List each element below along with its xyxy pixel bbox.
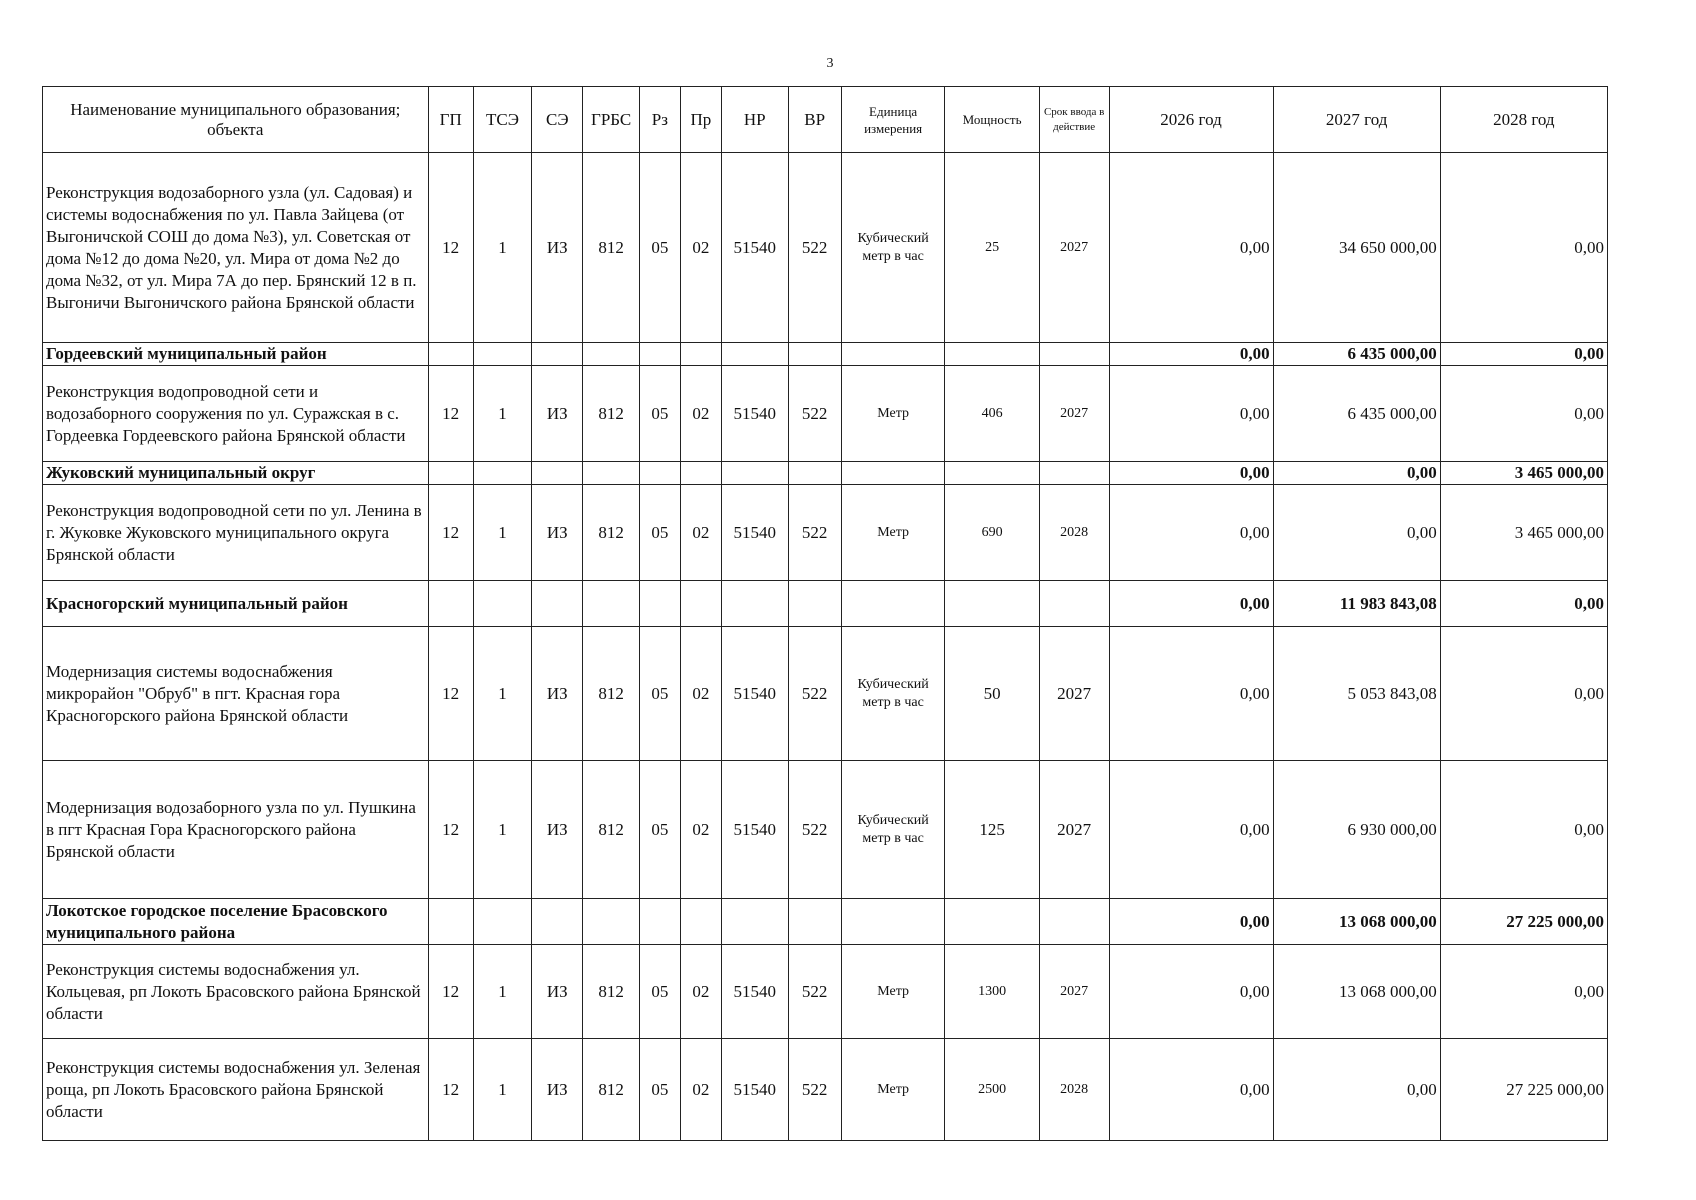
- rz-cell: 05: [639, 153, 680, 343]
- power-cell: 2500: [945, 1039, 1039, 1141]
- group-name: Жуковский муниципальный округ: [43, 462, 429, 485]
- term-cell: 2027: [1039, 153, 1109, 343]
- se-cell: ИЗ: [532, 761, 583, 899]
- vr-cell: 522: [788, 485, 841, 581]
- term-cell: 2028: [1039, 485, 1109, 581]
- amount-2026: 0,00: [1109, 153, 1273, 343]
- group-row: [43, 899, 1608, 945]
- gp-cell: 12: [428, 153, 473, 343]
- pr-cell: 02: [680, 761, 721, 899]
- unit-cell: Метр: [841, 485, 945, 581]
- group-name: Красногорский муниципальный район: [43, 581, 429, 627]
- header-2026: 2026 год: [1109, 87, 1273, 153]
- se-cell: ИЗ: [532, 627, 583, 761]
- gp-cell: 12: [428, 366, 473, 462]
- amount-2026: 0,00: [1109, 1039, 1273, 1141]
- header-2028: 2028 год: [1440, 87, 1607, 153]
- tse-cell: 1: [473, 627, 531, 761]
- table-row: [43, 1039, 1608, 1141]
- unit-cell: Кубический метр в час: [841, 153, 945, 343]
- amount-2027: 0,00: [1273, 485, 1440, 581]
- header-vr: ВР: [788, 87, 841, 153]
- pr-cell: 02: [680, 366, 721, 462]
- object-name: Реконструкция системы водоснабжения ул. Кольцевая, рп Локоть Брасовского района Брянской области: [43, 945, 429, 1039]
- header-name: Наименование муниципального образования; объекта: [43, 87, 429, 153]
- header-nr: НР: [721, 87, 788, 153]
- nr-cell: 51540: [721, 761, 788, 899]
- object-name: Модернизация системы водоснабжения микрорайон "Обруб" в пгт. Красная гора Красногорского района Брянской области: [43, 627, 429, 761]
- amount-2027: 6 930 000,00: [1273, 761, 1440, 899]
- header-power: Мощность: [945, 87, 1039, 153]
- pr-cell: 02: [680, 1039, 721, 1141]
- power-cell: 1300: [945, 945, 1039, 1039]
- term-cell: 2027: [1039, 366, 1109, 462]
- se-cell: ИЗ: [532, 1039, 583, 1141]
- unit-cell: Кубический метр в час: [841, 627, 945, 761]
- grbs-cell: 812: [583, 1039, 639, 1141]
- header-term: Срок ввода в действие: [1039, 87, 1109, 153]
- group-amount-2028: 3 465 000,00: [1440, 462, 1607, 485]
- rz-cell: 05: [639, 627, 680, 761]
- object-name: Реконструкция водопроводной сети по ул. Ленина в г. Жуковке Жуковского муниципального округа Брянской области: [43, 485, 429, 581]
- header-tse: ТСЭ: [473, 87, 531, 153]
- tse-cell: 1: [473, 945, 531, 1039]
- grbs-cell: 812: [583, 627, 639, 761]
- table-row: [43, 153, 1608, 343]
- group-row: [43, 343, 1608, 366]
- object-name: Реконструкция водопроводной сети и водозаборного сооружения по ул. Суражская в с. Гордеевка Гордеевского района Брянской области: [43, 366, 429, 462]
- unit-cell: Кубический метр в час: [841, 761, 945, 899]
- amount-2026: 0,00: [1109, 627, 1273, 761]
- group-row: [43, 581, 1608, 627]
- pr-cell: 02: [680, 945, 721, 1039]
- investment-table: [42, 86, 1608, 1141]
- amount-2028: 27 225 000,00: [1440, 1039, 1607, 1141]
- header-unit: Единица измерения: [841, 87, 945, 153]
- term-cell: 2027: [1039, 627, 1109, 761]
- gp-cell: 12: [428, 945, 473, 1039]
- vr-cell: 522: [788, 1039, 841, 1141]
- nr-cell: 51540: [721, 627, 788, 761]
- nr-cell: 51540: [721, 153, 788, 343]
- pr-cell: 02: [680, 485, 721, 581]
- rz-cell: 05: [639, 366, 680, 462]
- header-rz: Рз: [639, 87, 680, 153]
- pr-cell: 02: [680, 153, 721, 343]
- object-name: Модернизация водозаборного узла по ул. Пушкина в пгт Красная Гора Красногорского района Брянской области: [43, 761, 429, 899]
- se-cell: ИЗ: [532, 366, 583, 462]
- header-row: [43, 87, 1608, 153]
- power-cell: 25: [945, 153, 1039, 343]
- group-amount-2027: 13 068 000,00: [1273, 899, 1440, 945]
- vr-cell: 522: [788, 945, 841, 1039]
- header-gp: ГП: [428, 87, 473, 153]
- power-cell: 50: [945, 627, 1039, 761]
- header-2027: 2027 год: [1273, 87, 1440, 153]
- group-amount-2027: 11 983 843,08: [1273, 581, 1440, 627]
- vr-cell: 522: [788, 153, 841, 343]
- tse-cell: 1: [473, 485, 531, 581]
- object-name: Реконструкция водозаборного узла (ул. Садовая) и системы водоснабжения по ул. Павла Зайцева (от Выгоничской СОШ до дома №3), ул. Советская от дома №12 до дома №20, ул. Мира от дома №2 до дома №32, от ул. Мира 7А до пер. Брянский 12 в п. Выгоничи Выгоничского района Брянской области: [43, 153, 429, 343]
- table-row: [43, 945, 1608, 1039]
- amount-2028: 0,00: [1440, 627, 1607, 761]
- tse-cell: 1: [473, 1039, 531, 1141]
- vr-cell: 522: [788, 761, 841, 899]
- rz-cell: 05: [639, 945, 680, 1039]
- group-amount-2028: 0,00: [1440, 343, 1607, 366]
- grbs-cell: 812: [583, 153, 639, 343]
- gp-cell: 12: [428, 1039, 473, 1141]
- unit-cell: Метр: [841, 945, 945, 1039]
- tse-cell: 1: [473, 153, 531, 343]
- se-cell: ИЗ: [532, 945, 583, 1039]
- gp-cell: 12: [428, 627, 473, 761]
- group-name: Гордеевский муниципальный район: [43, 343, 429, 366]
- group-amount-2026: 0,00: [1109, 343, 1273, 366]
- term-cell: 2027: [1039, 761, 1109, 899]
- unit-cell: Метр: [841, 366, 945, 462]
- vr-cell: 522: [788, 627, 841, 761]
- vr-cell: 522: [788, 366, 841, 462]
- table-row: [43, 485, 1608, 581]
- gp-cell: 12: [428, 761, 473, 899]
- power-cell: 125: [945, 761, 1039, 899]
- group-amount-2026: 0,00: [1109, 581, 1273, 627]
- rz-cell: 05: [639, 485, 680, 581]
- group-amount-2026: 0,00: [1109, 899, 1273, 945]
- grbs-cell: 812: [583, 485, 639, 581]
- grbs-cell: 812: [583, 945, 639, 1039]
- group-amount-2028: 0,00: [1440, 581, 1607, 627]
- power-cell: 690: [945, 485, 1039, 581]
- header-grbs: ГРБС: [583, 87, 639, 153]
- amount-2028: 3 465 000,00: [1440, 485, 1607, 581]
- amount-2027: 34 650 000,00: [1273, 153, 1440, 343]
- table-row: [43, 366, 1608, 462]
- se-cell: ИЗ: [532, 153, 583, 343]
- group-amount-2026: 0,00: [1109, 462, 1273, 485]
- amount-2026: 0,00: [1109, 366, 1273, 462]
- grbs-cell: 812: [583, 761, 639, 899]
- table-row: [43, 627, 1608, 761]
- term-cell: 2027: [1039, 945, 1109, 1039]
- amount-2026: 0,00: [1109, 761, 1273, 899]
- amount-2028: 0,00: [1440, 366, 1607, 462]
- gp-cell: 12: [428, 485, 473, 581]
- group-amount-2027: 6 435 000,00: [1273, 343, 1440, 366]
- pr-cell: 02: [680, 627, 721, 761]
- se-cell: ИЗ: [532, 485, 583, 581]
- group-row: [43, 462, 1608, 485]
- group-name: Локотское городское поселение Брасовского муниципального района: [43, 899, 429, 945]
- page-number: 3: [826, 56, 834, 71]
- nr-cell: 51540: [721, 485, 788, 581]
- nr-cell: 51540: [721, 366, 788, 462]
- amount-2028: 0,00: [1440, 761, 1607, 899]
- header-pr: Пр: [680, 87, 721, 153]
- rz-cell: 05: [639, 761, 680, 899]
- header-se: СЭ: [532, 87, 583, 153]
- grbs-cell: 812: [583, 366, 639, 462]
- tse-cell: 1: [473, 761, 531, 899]
- group-amount-2028: 27 225 000,00: [1440, 899, 1607, 945]
- amount-2026: 0,00: [1109, 485, 1273, 581]
- amount-2027: 13 068 000,00: [1273, 945, 1440, 1039]
- nr-cell: 51540: [721, 945, 788, 1039]
- table-row: [43, 761, 1608, 899]
- amount-2028: 0,00: [1440, 945, 1607, 1039]
- amount-2027: 6 435 000,00: [1273, 366, 1440, 462]
- amount-2026: 0,00: [1109, 945, 1273, 1039]
- object-name: Реконструкция системы водоснабжения ул. Зеленая роща, рп Локоть Брасовского района Брянской области: [43, 1039, 429, 1141]
- amount-2027: 0,00: [1273, 1039, 1440, 1141]
- amount-2028: 0,00: [1440, 153, 1607, 343]
- tse-cell: 1: [473, 366, 531, 462]
- rz-cell: 05: [639, 1039, 680, 1141]
- power-cell: 406: [945, 366, 1039, 462]
- amount-2027: 5 053 843,08: [1273, 627, 1440, 761]
- term-cell: 2028: [1039, 1039, 1109, 1141]
- group-amount-2027: 0,00: [1273, 462, 1440, 485]
- unit-cell: Метр: [841, 1039, 945, 1141]
- nr-cell: 51540: [721, 1039, 788, 1141]
